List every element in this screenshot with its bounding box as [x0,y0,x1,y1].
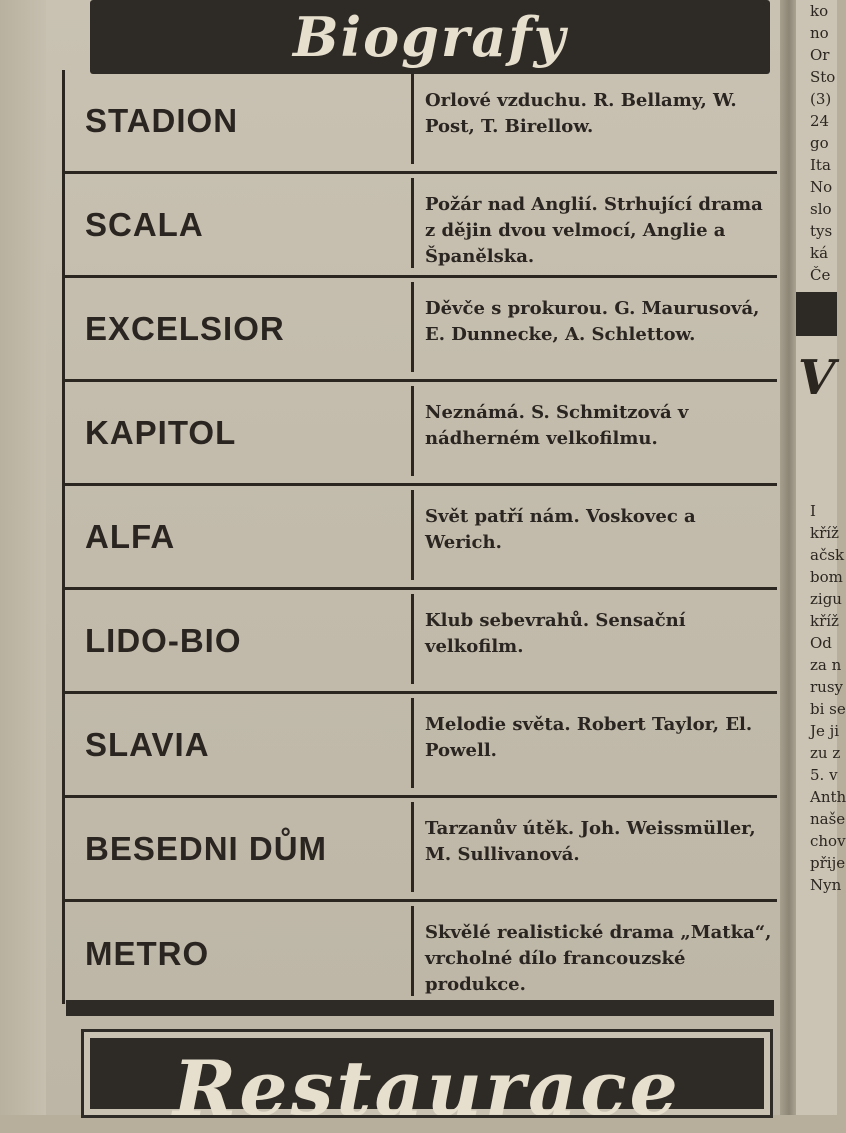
adjacent-text-fragment: slo [810,200,832,218]
film-description: Orlové vzduchu. R. Bellamy, W. Post, T. Birellow. [425,90,737,137]
restaurant-title: Restaurace [173,1044,681,1133]
cinema-row [65,174,777,278]
film-description: Neznámá. S. Schmitzová v nádherném velkofilmu. [425,402,689,449]
film-description: Tarzanův útěk. Joh. Weissmüller, M. Sullivanová. [425,818,756,865]
adjacent-text-fragment: Ita [810,156,831,174]
cinema-name: ALFA [85,517,176,555]
adjacent-large-letter: V [798,350,836,406]
adjacent-text-fragment: kříž [810,612,839,630]
cinema-row [65,798,777,902]
column-divider [411,282,414,372]
adjacent-text-fragment: Če [810,266,831,284]
restaurant-header [84,1032,770,1133]
adjacent-text-fragment: Je ji [810,722,840,740]
adjacent-text-fragment: zu z [810,744,841,762]
adjacent-text-top [796,0,837,286]
adjacent-text-bottom [796,500,846,896]
cinema-row [65,70,777,174]
cinema-row [65,694,777,798]
adjacent-text-fragment: I [810,502,816,520]
adjacent-text-fragment: chov [810,832,846,850]
column-divider [411,906,414,996]
column-divider [411,74,414,164]
adjacent-text-fragment: no [810,24,829,42]
film-description: Melodie světa. Robert Taylor, El. Powell. [425,714,753,761]
adjacent-text-fragment: bom [810,568,843,586]
adjacent-text-fragment: ačsk [810,546,845,564]
section-header [90,0,770,74]
adjacent-text-fragment: ko [810,2,829,20]
cinema-name: LIDO-BIO [85,621,242,659]
adjacent-text-fragment: 24 [810,112,830,130]
page-margin [0,0,46,1115]
column-divider [411,802,414,892]
adjacent-text-fragment: naše [810,810,846,828]
column-divider [411,490,414,580]
adjacent-text-fragment: za n [810,656,842,674]
adjacent-text-fragment: Or [810,46,830,64]
film-description: Požár nad Anglií. Strhující drama z dějin dvou velmocí, Anglie a Španělska. [425,194,763,267]
adjacent-text-fragment: 5. v [810,766,838,784]
adjacent-text-fragment: bi se [810,700,846,718]
cinema-name: SLAVIA [85,725,210,763]
section-divider [66,1000,774,1016]
adjacent-text-fragment: Od [810,634,832,652]
adjacent-text-fragment: (3) [810,90,832,108]
adjacent-text-fragment: Nyn [810,876,842,894]
film-description: Klub sebevrahů. Sensační velkofilm. [425,610,686,657]
cinema-row [65,486,777,590]
column-divider [411,698,414,788]
cinema-row [65,278,777,382]
adjacent-text-fragment: přije [810,854,846,872]
column-divider [411,594,414,684]
cinema-name: BESEDNI DŮM [85,829,328,867]
cinema-name: KAPITOL [85,413,237,451]
cinema-name: STADION [85,101,239,139]
adjacent-text-fragment: Sto [810,68,836,86]
film-description: Svět patří nám. Voskovec a Werich. [425,506,696,553]
section-title: Biografy [293,5,567,69]
film-description: Děvče s prokurou. G. Maurusová, E. Dunnecke, A. Schlettow. [425,298,760,345]
adjacent-text-fragment: rusy [810,678,844,696]
cinema-row [65,382,777,486]
cinema-name: METRO [85,935,210,972]
cinema-listing [62,70,777,1004]
adjacent-text-fragment: go [810,134,829,152]
cinema-row [65,590,777,694]
adjacent-text-fragment: ká [810,244,829,262]
adjacent-header-band [796,292,837,336]
column-divider [411,386,414,476]
cinema-row [65,902,777,1006]
adjacent-text-fragment: zigu [810,590,842,608]
cinema-name: SCALA [85,205,204,243]
film-description: Skvělé realistické drama „Matka“, vrcholné dílo francouzské produkce. [425,922,772,995]
adjacent-page [796,0,846,1115]
cinema-name: EXCELSIOR [85,309,285,347]
adjacent-text-fragment: No [810,178,833,196]
adjacent-text-fragment: kříž [810,524,839,542]
column-divider [411,178,414,268]
adjacent-text-fragment: tys [810,222,833,240]
adjacent-text-fragment: Anth [810,788,846,806]
